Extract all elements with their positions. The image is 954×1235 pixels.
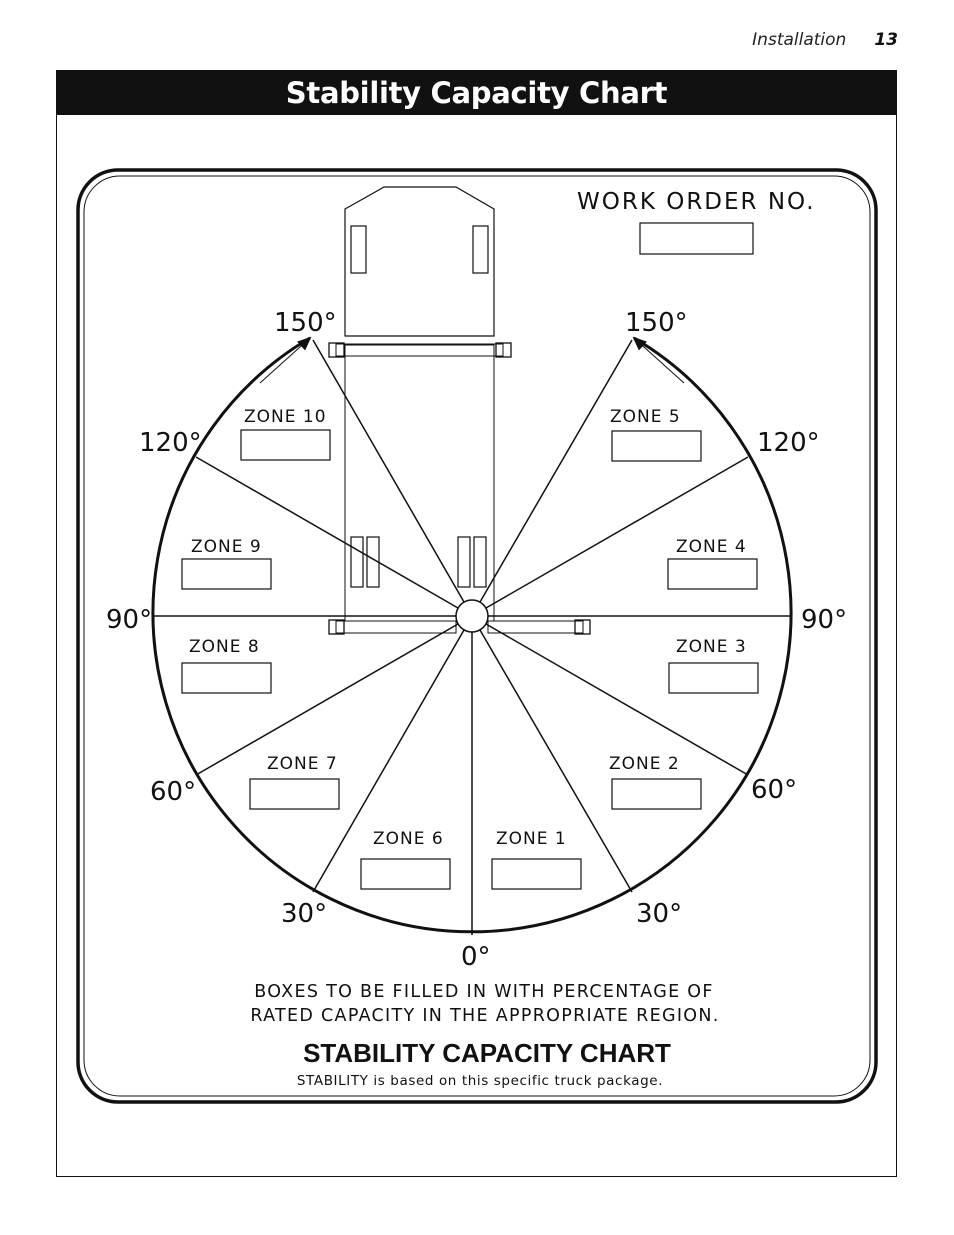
cab-window-left — [351, 226, 366, 273]
angle-label-0: 0° — [461, 942, 491, 972]
zone-10-box[interactable] — [241, 430, 330, 460]
dual-wheel-right-2 — [474, 537, 486, 587]
angle-label-150-left: 150° — [274, 308, 337, 338]
truck-cab — [345, 187, 494, 336]
arrow-150-right — [634, 338, 684, 383]
dual-wheel-right-1 — [458, 537, 470, 587]
chart-caption-subtitle: STABILITY is based on this specific truck package. — [296, 1073, 664, 1089]
zone-4-box[interactable] — [668, 559, 757, 589]
instructions-line-2: RATED CAPACITY IN THE APPROPRIATE REGION. — [250, 1006, 720, 1026]
radial-line-150-left — [313, 340, 464, 602]
zone-5-box[interactable] — [612, 431, 701, 461]
zone-10-label: ZONE 10 — [244, 407, 327, 427]
turret-center — [456, 600, 488, 632]
zone-5-label: ZONE 5 — [610, 407, 681, 427]
angle-label-90-right: 90° — [801, 605, 848, 635]
work-order-box[interactable] — [640, 223, 753, 254]
chart-caption-title: STABILITY CAPACITY CHART — [303, 1038, 671, 1068]
zone-8-label: ZONE 8 — [189, 637, 260, 657]
section-name: Installation — [752, 30, 847, 50]
angle-label-120-left: 120° — [139, 428, 202, 458]
cab-window-right — [473, 226, 488, 273]
outrigger-rear-bar-right — [488, 621, 583, 633]
zone-2-box[interactable] — [612, 779, 701, 809]
page-title: Stability Capacity Chart — [285, 76, 668, 110]
zone-1-label: ZONE 1 — [496, 829, 567, 849]
arrow-150-left — [260, 338, 310, 383]
zone-8-box[interactable] — [182, 663, 271, 693]
instructions-line-1: BOXES TO BE FILLED IN WITH PERCENTAGE OF — [254, 982, 714, 1002]
outrigger-front-bar — [336, 344, 503, 356]
angle-label-30-right: 30° — [636, 899, 683, 929]
zone-7-box[interactable] — [250, 779, 339, 809]
angle-label-150-right: 150° — [625, 308, 688, 338]
zone-3-label: ZONE 3 — [676, 637, 747, 657]
zone-6-label: ZONE 6 — [373, 829, 444, 849]
angle-label-30-left: 30° — [281, 899, 328, 929]
work-order-label: WORK ORDER NO. — [577, 189, 816, 215]
zone-9-label: ZONE 9 — [191, 537, 262, 557]
zone-2-label: ZONE 2 — [609, 754, 680, 774]
angle-label-60-left: 60° — [150, 777, 197, 807]
page-number: 13 — [874, 30, 898, 50]
zone-4-label: ZONE 4 — [676, 537, 747, 557]
dual-wheel-left-1 — [351, 537, 363, 587]
outrigger-rear-bar-left — [336, 621, 456, 633]
zone-9-box[interactable] — [182, 559, 271, 589]
zone-7-label: ZONE 7 — [267, 754, 338, 774]
zone-1-box[interactable] — [492, 859, 581, 889]
angle-label-120-right: 120° — [757, 428, 820, 458]
angle-label-60-right: 60° — [751, 775, 798, 805]
zone-6-box[interactable] — [361, 859, 450, 889]
zone-3-box[interactable] — [669, 663, 758, 693]
angle-label-90-left: 90° — [106, 605, 153, 635]
radial-line-150-right — [480, 340, 632, 602]
